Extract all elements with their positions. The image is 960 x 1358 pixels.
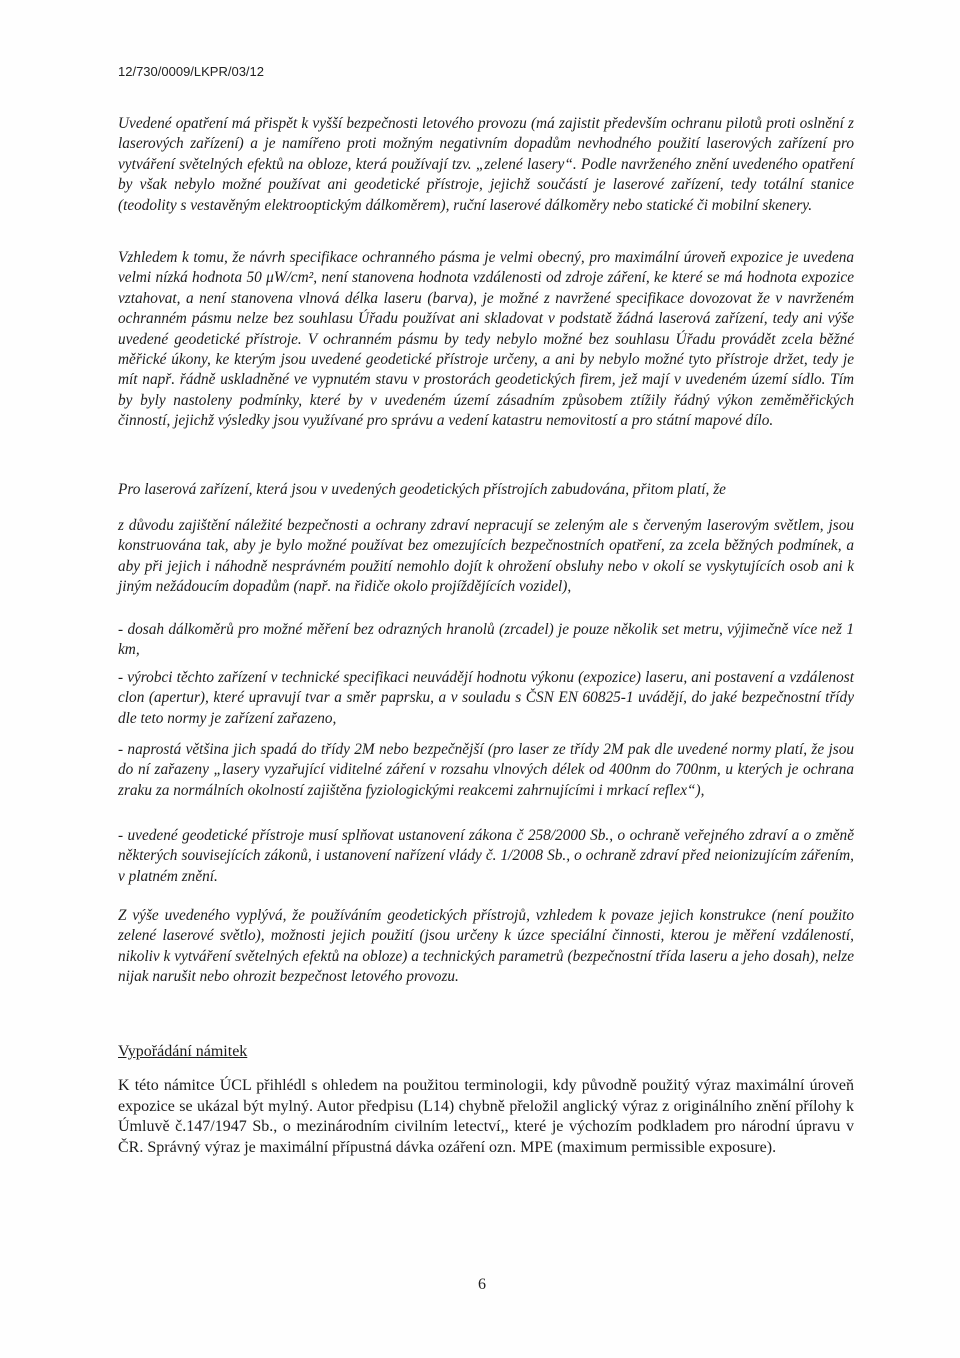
paragraph-red-laser-safety: z důvodu zajištění náležité bezpečnosti a ochrany zdraví nepracují se zeleným ale s červeným laserovým světlem, jsou konstruována tak, aby je bylo možné používat bez omezujících bezpečnostních opatření, za zcela běžných podmínek, a aby při jejich i náhodně nesprávném použití nemohlo dojít k ohrožení obsluhy nebo v okolí se vyskytujících osob ani k jiným nežádoucím dopadům (např. na řidiče okolo projíždějících vozidel), [118,517,854,596]
page-number: 6 [478,1276,486,1293]
list-item-legal-compliance: - uvedené geodetické přístroje musí splňovat ustanovení zákona č 258/2000 Sb., o ochraně veřejného zdraví a o změně některých souvisejících zákonů, i ustanovení nařízení vlády č. 1/2008 Sb., o ochraně zdraví před neionizujícím zářením, v platném znění. [118,827,854,885]
paragraph-measure-purpose: Uvedené opatření má přispět k vyšší bezpečnosti letového provozu (má zajistit především ochranu pilotů proti oslnění z laserových zařízení) a je namířeno proti možným negativním dopadům nevhodného použití laserových zařízení pro vytváření světelných efektů na obloze, která používají tzv. „zelené lasery“. Podle navrženého znění uvedeného opatření by však nebylo možné používat ani geodetické přístroje, jejichž součástí je laserové zařízení, tedy totální stanice (teodolity s vestavěným elektrooptickým dálkoměrem), ruční laserové dálkoměry nebo statické či mobilní skenery. [118,115,854,214]
list-item-laser-class: - naprostá většina jich spadá do třídy 2M nebo bezpečnější (pro laser ze třídy 2M pak dle uvedené normy platí, že jsou do ní zařazeny „lasery vyzařující viditelné záření v rozsahu vlnových délek od 400nm do 700nm, u kterých je ochrana zraku za normálních okolností zajištěna fyziologickými reakcemi zahrnujícími i mrkací reflex“), [118,741,854,799]
list-item-range: - dosah dálkoměrů pro možné měření bez odrazných hranolů (zrcadel) je pouze několik set metru, výjimečně více než 1 km, [118,621,854,659]
list-item-manufacturer-spec: - výrobci těchto zařízení v technické specifikaci neuvádějí hodnotu výkonu (expozice) laseru, ani postavení a vzdálenost clon (apertur), které upravují tvar a směr paprsku, a v souladu s ČSN EN 60825-1 uvádějí, do jaké bezpečnostní třídy dle teto normy je zařízení zařazeno, [118,669,854,727]
section-heading-objection-resolution: Vypořádání námitek [118,1043,248,1060]
paragraph-laser-devices-intro: Pro laserová zařízení, která jsou v uvedených geodetických přístrojích zabudována, přitom platí, že [118,481,726,498]
paragraph-protection-zone: Vzhledem k tomu, že návrh specifikace ochranného pásma je velmi obecný, pro maximální úroveň expozice je uvedena velmi nízká hodnota 50 μW/cm², není stanovena hodnota vzdálenosti od zdroje záření, ke které se má hodnota expozice vztahovat, a není stanovena vlnová délka laseru (barva), je možné z navržené specifikace dovozovat že v navrženém ochranném pásmu nelze bez souhlasu Úřadu používat ani skladovat v podstatě žádná laserová zařízení, tedy ani výše uvedené geodetické přístroje. V ochranném pásmu by tedy nebylo možné bez souhlasu Úřadu provádět zcela běžné měřické úkony, ke kterým jsou uvedené geodetické přístroje určeny, a ani by nebylo možné tyto přístroje držet, tedy je mít např. řádně uskladněné ve vypnutém stavu v prostorách geodetických firem, jež mají v uvedeném území sídlo. Tím by byly nastoleny podmínky, které by v uvedeném území zásadním způsobem ztížily řádný výkon zeměměřických činností, jejichž výsledky jsou využívané pro správu a vedení katastru nemovitostí a pro státní mapové dílo. [118,249,854,430]
section-body-objection-resolution: K této námitce ÚCL přihlédl s ohledem na použitou terminologii, kdy původně použitý výraz maximální úroveň expozice se ukázal být mylný. Autor předpisu (L14) chybně přeložil anglický výraz z originálního znění přílohy k Úmluvě č.147/1947 Sb., o mezinárodním civilním letectví,, které je výchozím podkladem pro národní úpravu v ČR. Správný výraz je maximální přípustná dávka ozáření ozn. MPE (maximum permissible exposure). [118,1077,854,1156]
paragraph-conclusion: Z výše uvedeného vyplývá, že používáním geodetických přístrojů, vzhledem k povaze jejich konstrukce (není použito zelené laserové světlo), možnosti jejich použití (jsou určeny k úzce speciální činnosti, kterou je měření vzdáleností, nikoliv k vytváření světelných efektů na obloze) a technických parametrů (bezpečnostní třída laseru a jeho dosah), nelze nijak narušit nebo ohrozit bezpečnost letového provozu. [118,907,854,986]
document-reference-number: 12/730/0009/LKPR/03/12 [118,64,265,79]
